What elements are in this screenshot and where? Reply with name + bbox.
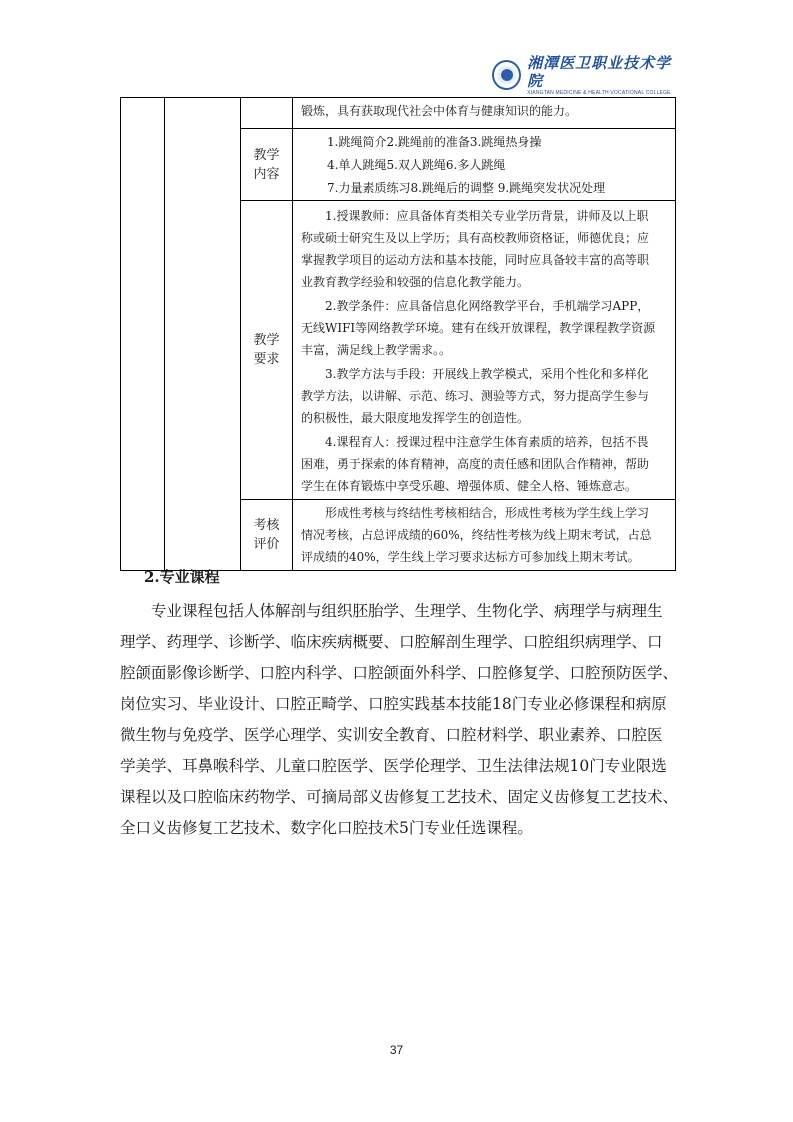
table-cell-empty bbox=[165, 98, 241, 571]
college-seal-icon bbox=[492, 60, 521, 90]
teaching-requirements-cell bbox=[293, 201, 676, 500]
page-number: 37 bbox=[389, 1043, 404, 1057]
list-item: 1.跳绳简介2.跳绳前的准备3.跳绳热身操 bbox=[327, 135, 542, 149]
table-row bbox=[121, 98, 676, 129]
college-name-cn: 湘潭医卫职业技术学院 bbox=[527, 53, 672, 90]
teaching-content-cell bbox=[293, 129, 676, 201]
section-body bbox=[120, 596, 680, 844]
list-item: 4.单人跳绳5.双人跳绳6.多人跳绳 bbox=[327, 158, 506, 172]
body-line: 专业课程包括人体解剖与组织胚胎学、生理学、生物化学、病理学与病理生 bbox=[151, 602, 663, 620]
body-line: 岗位实习、毕业设计、口腔正畸学、口腔实践基本技能18门专业必修课程和病原 bbox=[120, 695, 667, 713]
requirement-paragraph: 2.教学条件：应具备信息化网络教学平台，手机端学习APP， 无线WIFI等网络教学环境。建有在线开放课程，教学课程教学资源 丰富，满足线上教学需求。。 bbox=[301, 299, 656, 357]
college-logo bbox=[492, 53, 682, 96]
body-line: 课程以及口腔临床药物学、可摘局部义齿修复工艺技术、固定义齿修复工艺技术、 bbox=[120, 788, 679, 806]
requirement-paragraph: 4.课程育人：授课过程中注意学生体育素质的培养，包括不畏 困难，勇于探索的体育精神，高度的责任感和团队合作精神，帮助 学生在体育锻炼中享受乐趣、增强体质、健全人格、锤炼意志。 bbox=[301, 435, 650, 493]
college-name-en: XIANGTAN MEDICINE & HEALTH VOCATIONAL COLLEGE bbox=[527, 89, 671, 96]
label-teaching-requirements: 教学 要求 bbox=[241, 201, 293, 500]
body-line: 理学、药理学、诊断学、临床疾病概要、口腔解剖生理学、口腔组织病理学、口 bbox=[120, 633, 663, 651]
body-line: 微生物与免疫学、医学心理学、实训安全教育、口腔材料学、职业素养、口腔医 bbox=[120, 726, 663, 744]
requirement-paragraph: 1.授课教师：应具备体育类相关专业学历背景，讲师及以上职 称或硕士研究生及以上学历；具有高校教师资格证，师德优良；应 掌握教学项目的运动方法和基本技能，同时应具备较丰富的高等职 业教育教学经验和较强的信息化教学能力。 bbox=[301, 209, 650, 289]
body-line: 学美学、耳鼻喉科学、儿童口腔医学、医学伦理学、卫生法律法规10门专业限选 bbox=[120, 757, 667, 775]
requirement-paragraph: 3.教学方法与手段：开展线上教学模式，采用个性化和多样化 教学方法，以讲解、示范、练习、测验等方式，努力提高学生参与 的积极性，最大限度地发挥学生的创造性。 bbox=[301, 367, 650, 425]
assessment-cell: 形成性考核与终结性考核相结合，形成性考核为学生线上学习 情况考核，占总评成绩的60%，终结性考核为线上期末考试，占总 评成绩的40%，学生线上学习要求达标方可参加线上期末考试。 bbox=[293, 500, 676, 571]
table-cell-empty bbox=[241, 98, 293, 129]
body-line: 腔颌面影像诊断学、口腔内科学、口腔颌面外科学、口腔修复学、口腔预防医学、 bbox=[120, 664, 679, 682]
section-heading: 2.专业课程 bbox=[144, 568, 220, 586]
label-teaching-content: 教学 内容 bbox=[241, 129, 293, 201]
label-assessment: 考核 评价 bbox=[241, 500, 293, 571]
table-cell-text: 锻炼，具有获取现代社会中体育与健康知识的能力。 bbox=[293, 98, 676, 129]
body-line: 全口义齿修复工艺技术、数字化口腔技术5门专业任选课程。 bbox=[120, 819, 533, 837]
table-cell-empty bbox=[121, 98, 165, 571]
list-item: 7.力量素质练习8.跳绳后的调整 9.跳绳突发状况处理 bbox=[327, 181, 606, 195]
course-table bbox=[120, 97, 676, 571]
